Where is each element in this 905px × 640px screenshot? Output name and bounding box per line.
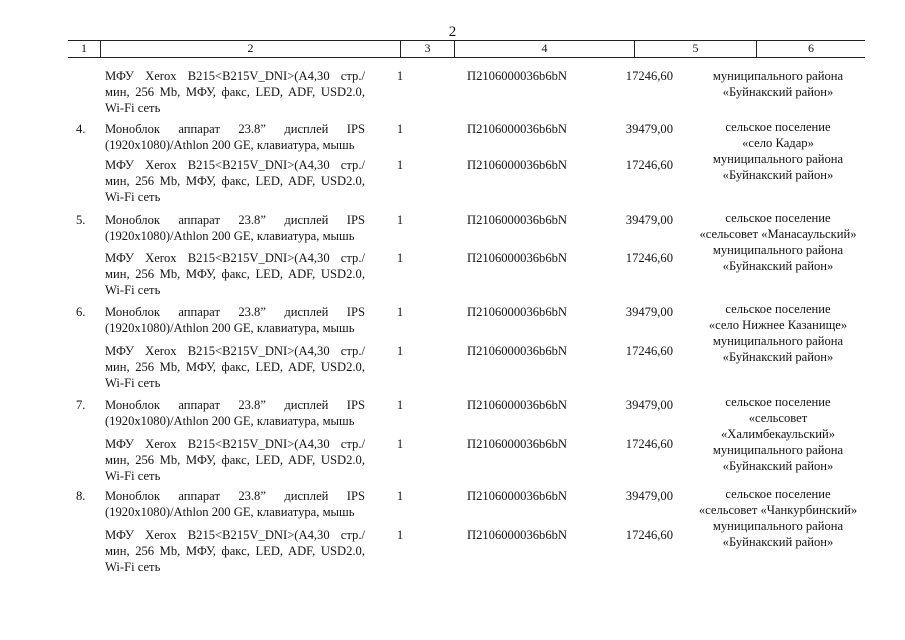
- item-quantity: 1: [396, 69, 404, 83]
- item-price: 39479,00: [625, 489, 673, 503]
- item-quantity: 1: [396, 213, 404, 227]
- item-code: П2106000036b6bN: [466, 213, 568, 227]
- item-description: МФУ Xerox B215<B215V_DNI>(A4,30 стр./мин, 256 Mb, МФУ, факс, LED, ADF, USD2.0, Wi-Fi сеть: [105, 158, 365, 204]
- page-number: 2: [448, 24, 457, 40]
- recipient-org: сельское поселение «сельсовет «Манасаульский» муниципального района «Буйнакский район»: [699, 211, 857, 273]
- item-price: 39479,00: [625, 122, 673, 136]
- header-col-4: 4: [454, 41, 634, 57]
- item-description: МФУ Xerox B215<B215V_DNI>(A4,30 стр./мин, 256 Mb, МФУ, факс, LED, ADF, USD2.0, Wi-Fi сеть: [105, 251, 365, 297]
- item-price: 17246,60: [625, 251, 673, 265]
- item-quantity: 1: [396, 398, 404, 412]
- item-price: 17246,60: [625, 69, 673, 83]
- header-col-3: 3: [400, 41, 454, 57]
- recipient-org: сельское поселение «сельсовет «Халимбекаульский» муниципального района «Буйнакский район»: [712, 395, 844, 473]
- item-quantity: 1: [396, 344, 404, 358]
- item-price: 17246,60: [625, 158, 673, 172]
- item-quantity: 1: [396, 528, 404, 542]
- item-code: П2106000036b6bN: [466, 398, 568, 412]
- recipient-org: сельское поселение «село Кадар» муниципального района «Буйнакский район»: [712, 120, 844, 182]
- item-quantity: 1: [396, 305, 404, 319]
- row-number: 6.: [76, 305, 86, 319]
- item-description: МФУ Xerox B215<B215V_DNI>(A4,30 стр./мин, 256 Mb, МФУ, факс, LED, ADF, USD2.0, Wi-Fi сеть: [105, 69, 365, 115]
- recipient-org: муниципального района «Буйнакский район»: [712, 69, 844, 99]
- recipient-org: сельское поселение «сельсовет «Чанкурбинский» муниципального района «Буйнакский район»: [698, 487, 858, 549]
- item-price: 39479,00: [625, 398, 673, 412]
- item-code: П2106000036b6bN: [466, 305, 568, 319]
- item-quantity: 1: [396, 122, 404, 136]
- item-description: Моноблок аппарат 23.8” дисплей IPS (1920x1080)/Athlon 200 GE, клавиатура, мышь: [105, 305, 365, 335]
- item-description: Моноблок аппарат 23.8” дисплей IPS (1920x1080)/Athlon 200 GE, клавиатура, мышь: [105, 398, 365, 428]
- item-quantity: 1: [396, 437, 404, 451]
- item-code: П2106000036b6bN: [466, 489, 568, 503]
- row-number: 5.: [76, 213, 86, 227]
- item-description: МФУ Xerox B215<B215V_DNI>(A4,30 стр./мин, 256 Mb, МФУ, факс, LED, ADF, USD2.0, Wi-Fi сеть: [105, 344, 365, 390]
- header-col-1: 1: [81, 41, 87, 55]
- item-code: П2106000036b6bN: [466, 437, 568, 451]
- item-code: П2106000036b6bN: [466, 528, 568, 542]
- header-col-5: 5: [634, 41, 756, 57]
- recipient-org: сельское поселение «село Нижнее Казанище» муниципального района «Буйнакский район»: [708, 302, 848, 364]
- item-price: 17246,60: [625, 528, 673, 542]
- item-description: МФУ Xerox B215<B215V_DNI>(A4,30 стр./мин, 256 Mb, МФУ, факс, LED, ADF, USD2.0, Wi-Fi сеть: [105, 437, 365, 483]
- item-quantity: 1: [396, 489, 404, 503]
- item-description: Моноблок аппарат 23.8” дисплей IPS (1920x1080)/Athlon 200 GE, клавиатура, мышь: [105, 213, 365, 243]
- item-code: П2106000036b6bN: [466, 158, 568, 172]
- item-code: П2106000036b6bN: [466, 251, 568, 265]
- item-price: 39479,00: [625, 213, 673, 227]
- item-price: 39479,00: [625, 305, 673, 319]
- header-col-2: 2: [100, 41, 400, 57]
- item-price: 17246,60: [625, 437, 673, 451]
- item-code: П2106000036b6bN: [466, 69, 568, 83]
- header-col-6: 6: [756, 41, 865, 57]
- row-number: 7.: [76, 398, 86, 412]
- item-description: Моноблок аппарат 23.8” дисплей IPS (1920x1080)/Athlon 200 GE, клавиатура, мышь: [105, 122, 365, 152]
- item-description: Моноблок аппарат 23.8” дисплей IPS (1920x1080)/Athlon 200 GE, клавиатура, мышь: [105, 489, 365, 519]
- row-number: 4.: [76, 122, 86, 136]
- item-quantity: 1: [396, 251, 404, 265]
- item-code: П2106000036b6bN: [466, 344, 568, 358]
- row-number: 8.: [76, 489, 86, 503]
- item-description: МФУ Xerox B215<B215V_DNI>(A4,30 стр./мин, 256 Mb, МФУ, факс, LED, ADF, USD2.0, Wi-Fi сеть: [105, 528, 365, 574]
- item-code: П2106000036b6bN: [466, 122, 568, 136]
- table-header: [68, 40, 865, 58]
- item-quantity: 1: [396, 158, 404, 172]
- item-price: 17246,60: [625, 344, 673, 358]
